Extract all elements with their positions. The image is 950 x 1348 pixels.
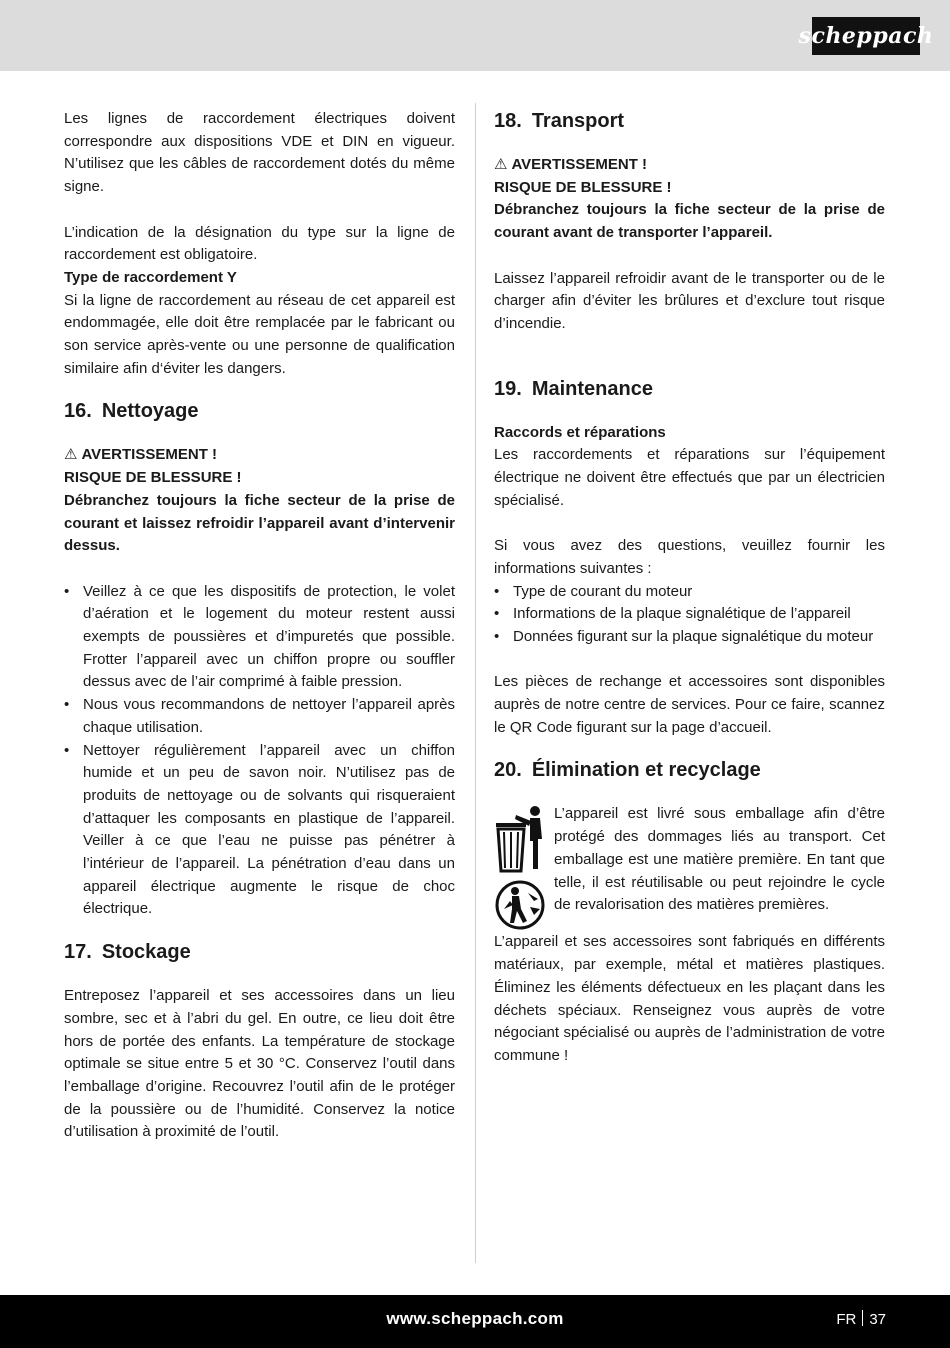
warning-text: Débranchez toujours la fiche secteur de la prise de courant avant de transporter l’appareil. (494, 201, 885, 242)
paragraph: Si vous avez des questions, veuillez fournir les informations suivantes : (494, 537, 885, 577)
section-heading-19: 19. Maintenance (494, 377, 653, 400)
cleaning-list (64, 581, 455, 922)
recycling-block (494, 803, 885, 1067)
section-heading-20: 20. Élimination et recyclage (494, 759, 761, 782)
paragraph: Les lignes de raccordement électriques doivent correspondre aux dispositions VDE et DIN en vigueur. N’utilisez que les câbles de raccordement dotés du même signe. (64, 110, 455, 196)
subheading: Raccords et réparations (494, 423, 666, 441)
paragraph: Les pièces de rechange et accessoires sont disponibles auprès de notre centre de services. Pour ce faire, scannez le QR Code figurant sur la page d’accueil. (494, 673, 885, 736)
paragraph: L’appareil et ses accessoires sont fabriqués en différents matériaux, par exemple, métal et matières plastiques. Éliminez les éléments défectueux en les plaçant dans les déchets spéciaux. Renseignez vous auprès de votre négociant spécialisé ou auprès de l’administration de votre commune ! (494, 933, 885, 1064)
scheppach-logo: scheppach (812, 17, 920, 55)
warning-text: Débranchez toujours la fiche secteur de la prise de courant et laissez refroidir l’appareil avant d’intervenir dessus. (64, 491, 455, 555)
section-heading-16: 16. Nettoyage (64, 400, 199, 423)
paragraph: Laissez l’appareil refroidir avant de le transporter ou de le charger afin d’éviter les brûlures et d’exclure tout risque d’incendie. (494, 269, 885, 332)
list-item: • Informations de la plaque signalétique de l’appareil (494, 603, 885, 626)
warning-line: RISQUE DE BLESSURE ! (64, 469, 242, 487)
section-heading-18: 18. Transport (494, 110, 625, 132)
paragraph: Entreposez l’appareil et ses accessoires dans un lieu sombre, sec et à l’abri du gel. En outre, ce lieu doit être hors de portée des enfants. La température de stockage optimale se situe entre 5 et 30 °C. Conservez l’outil dans l’emballage d’origine. Recouvrez l’outil afin de le protéger de la poussière ou de l’humidité. Conservez la notice d’utilisation à proximité de l’outil. (64, 987, 455, 1141)
list-item: • Nous vous recommandons de nettoyer l’appareil après chaque utilisation. (64, 694, 455, 739)
recycle-person-icon (494, 879, 548, 931)
paragraph: L’appareil est livré sous emballage afin d’être protégé des dommages liés au transport. Cet emballage est une matière première. En tant que telle, il est réutilisable ou peut rejoindre le cycle de revalorisation des matières premières. (554, 805, 885, 914)
list-item: • Nettoyer régulièrement l’appareil avec un chiffon humide et un peu de savon noir. N’utilisez pas de produits de nettoyage ou de solvants qui risqueraient d’attaquer les composants en plastique de l’appareil. Veiller à ce que l’eau ne puisse pas pénétrer à l’intérieur de l’appareil. La pénétration d’eau dans un appareil électrique augmente le risque de choc électrique. (64, 740, 455, 922)
paragraph: Si la ligne de raccordement au réseau de cet appareil est endommagée, elle doit être remplacée par le fabricant ou son service après-vente ou une personne de qualification similaire afin d‘éviter les dangers. (64, 291, 455, 377)
paragraph: L’indication de la désignation du type sur la ligne de raccordement est obligatoire. (64, 223, 455, 264)
warning-line: RISQUE DE BLESSURE ! (494, 178, 672, 196)
section-heading-17: 17. Stockage (64, 941, 191, 964)
column-divider (475, 103, 476, 1263)
footer-bar (0, 1295, 950, 1348)
website-link[interactable]: www.scheppach.com (386, 1309, 564, 1328)
list-item: • Données figurant sur la plaque signalétique du moteur (494, 626, 885, 649)
paragraph: Les raccordements et réparations sur l’équipement électrique ne doivent être effectués que par un électricien spécialisé. (494, 446, 885, 509)
right-column (494, 108, 885, 1068)
info-list (494, 581, 885, 649)
left-column (64, 108, 455, 1144)
page-indicator: FR 37 (836, 1311, 886, 1328)
recycling-icons (494, 805, 550, 931)
subheading: Type de raccordement Y (64, 268, 237, 286)
list-item: • Type de courant du moteur (494, 581, 885, 604)
warning-triangle-icon: ⚠ (64, 446, 78, 464)
list-item: • Veillez à ce que les dispositifs de protection, le volet d’aération et le logement du moteur restent aussi exempts de poussières et d’impuretés que possible. Frotter l’appareil avec un chiffon propre ou souffler dessus avec de l’air comprimé à faible pression. (64, 581, 455, 695)
bin-disposal-icon (494, 805, 548, 875)
warning-line: ⚠ AVERTISSEMENT ! (64, 446, 218, 464)
header-bar (0, 0, 950, 71)
warning-triangle-icon: ⚠ (494, 156, 508, 173)
warning-line: ⚠ AVERTISSEMENT ! (494, 156, 648, 173)
